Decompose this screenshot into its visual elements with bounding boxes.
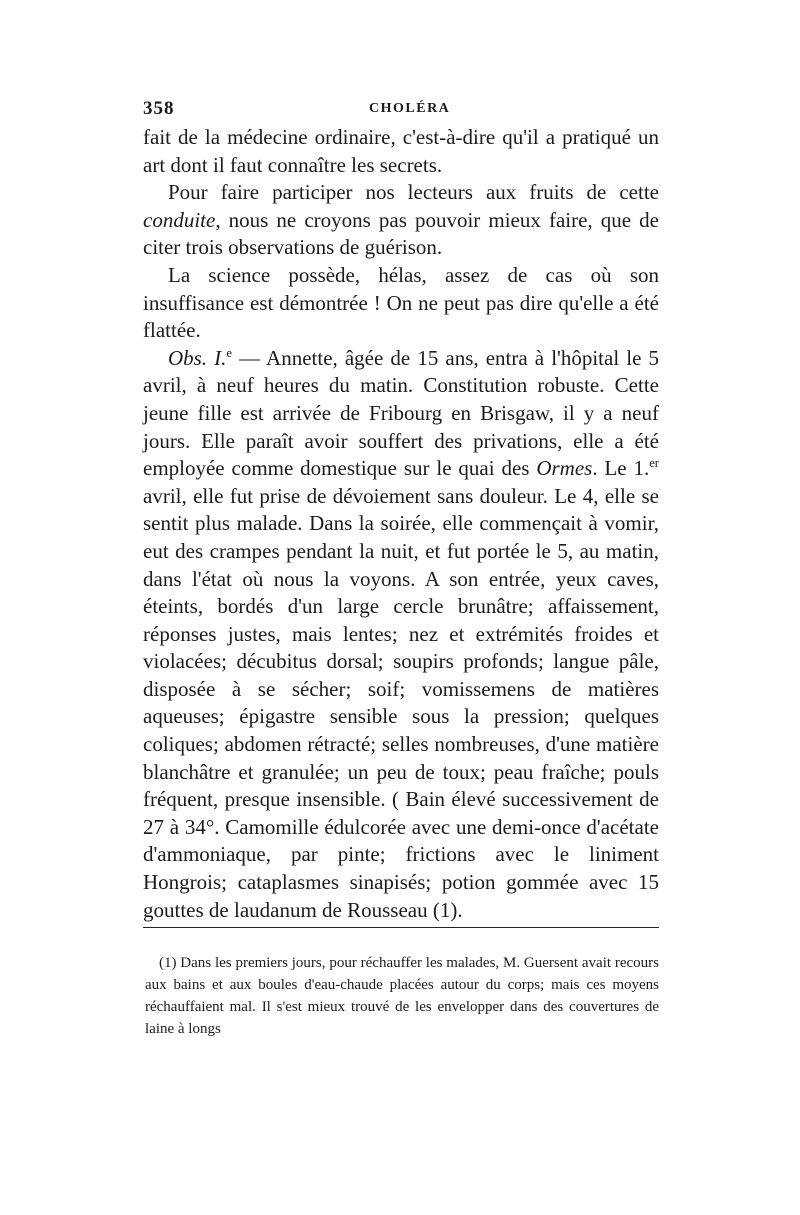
paragraph-continuation: fait de la médecine ordinaire, c'est-à-dire qu'il a pratiqué un art dont il faut connaître les secrets.	[143, 125, 659, 177]
paragraph-text: , nous ne croyons pas pouvoir mieux faire, que de citer trois observations de guérison.	[143, 207, 659, 260]
footnote-text: (1) Dans les premiers jours, pour réchauffer les malades, M. Guersent avait recours aux bains et aux boules d'eau-chaude placées autour du corps; mais ces moyens réchauffaient mal. Il s'est mieux trouvé de les envelopper dans des couvertures de laine à longs	[145, 955, 659, 1037]
observation-superscript: e	[226, 345, 233, 360]
observation-label	[168, 346, 232, 370]
paragraph-conduite	[143, 179, 659, 262]
body-text	[143, 124, 659, 924]
footnote-divider	[143, 927, 659, 928]
paragraph-science: La science possède, hélas, assez de cas où son insuffisance est démontrée ! On ne peut pas dire qu'elle a été flattée.	[143, 262, 659, 343]
observation-text: . Le 1.	[592, 456, 650, 481]
emphasis-ormes: Ormes	[536, 456, 593, 481]
observation-number: Obs. I.	[168, 345, 227, 370]
page-number: 358	[143, 98, 175, 119]
observation-text: — Annette, âgée de 15 ans, entra à l'hôpital le 5 avril, à neuf heures du matin. Constitution robuste. Cette jeune fille est arrivée de Fribourg en Brisgaw, il y a neuf jours. Elle paraît avoir souffert des privations, elle a été employée comme domestique sur le quai des	[143, 345, 659, 481]
paragraph-text: Pour faire participer nos lecteurs aux fruits de cette	[168, 180, 659, 205]
footnote	[145, 952, 659, 1040]
emphasis-conduite: conduite	[143, 207, 216, 232]
running-head: CHOLÉRA	[369, 101, 451, 116]
paragraph-observation	[143, 345, 659, 924]
observation-text: avril, elle fut prise de dévoiement sans douleur. Le 4, elle se sentit plus malade. Dans la soirée, elle commençait à vomir, eut des crampes pendant la nuit, et fut portée le 5, au matin, dans l'état où nous la voyons. A son entrée, yeux caves, éteints, bordés d'un large cercle brunâtre; affaissement, réponses justes, mais lentes; nez et extrémités froides et violacées; décubitus dorsal; soupirs profonds; langue pâle, disposée à se sécher; soif; vomissemens de matières aqueuses; épigastre sensible sous la pression; quelques coliques; abdomen rétracté; selles nombreuses, d'une matière blanchâtre et granulée; un peu de toux; peau fraîche; pouls fréquent, presque insensible. ( Bain élevé successivement de 27 à 34°. Camomille édulcorée avec une demi-once d'acétate d'ammoniaque, par pinte; frictions avec le liniment Hongrois; cataplasmes sinapisés; potion gommée avec 15 gouttes de laudanum de Rousseau (1).	[143, 483, 659, 922]
ordinal-superscript: er	[649, 456, 659, 471]
